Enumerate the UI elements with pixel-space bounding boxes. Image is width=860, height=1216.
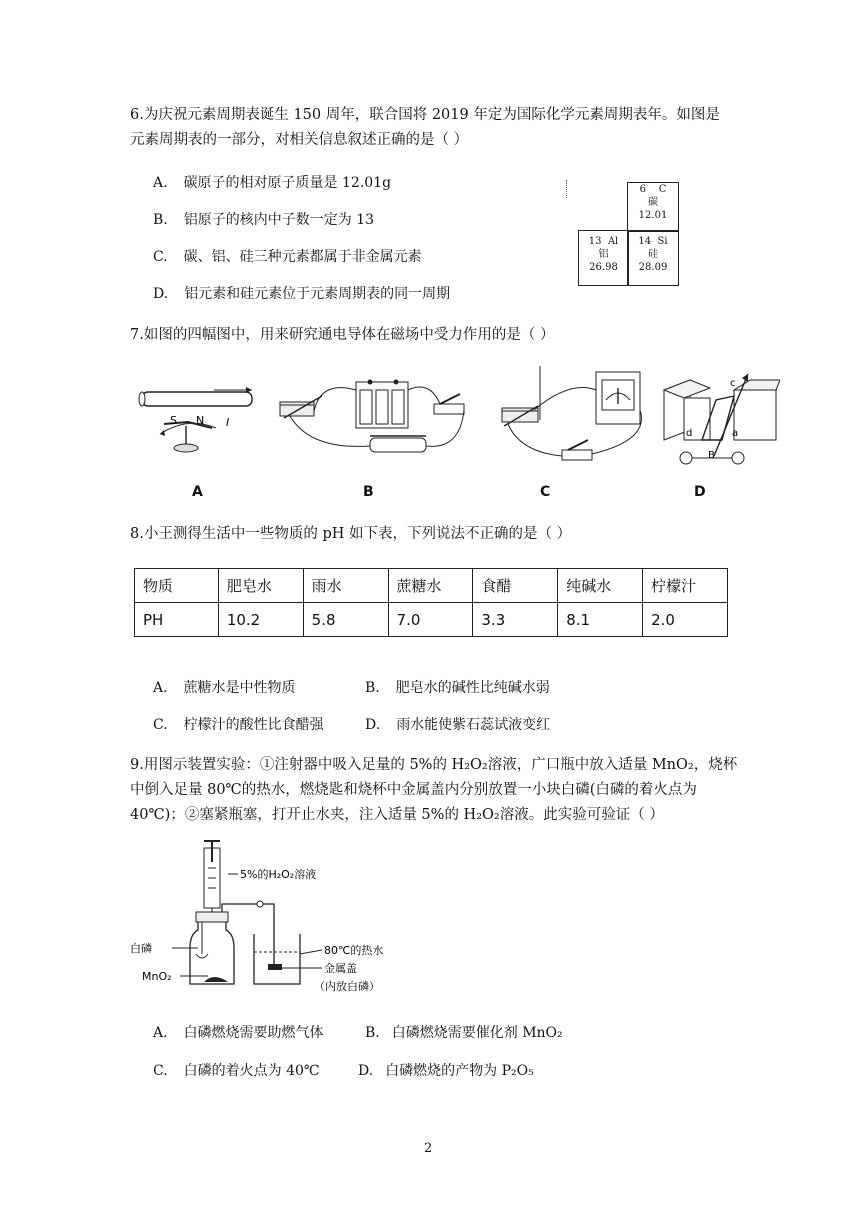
ph-header-cell: 纯碱水 bbox=[558, 569, 643, 603]
q8-option-d: D. 雨水能使紫石蕊试液变红 bbox=[365, 717, 551, 733]
magnet-right-top bbox=[734, 380, 780, 390]
wire-c1 bbox=[534, 388, 596, 411]
field-arc bbox=[160, 423, 216, 434]
wire-b1 bbox=[314, 388, 356, 412]
figure-c-galvanometer bbox=[502, 366, 641, 460]
label-a: a bbox=[732, 428, 739, 439]
q9-option-b: B. 白磷燃烧需要催化剂 MnO₂ bbox=[365, 1025, 563, 1041]
element-cell-carbon: 6 C 碳 12.01 bbox=[627, 182, 679, 232]
terminal-1 bbox=[368, 380, 373, 385]
ph-value-cell: 5.8 bbox=[303, 603, 388, 637]
switch-base-b bbox=[434, 404, 464, 414]
battery-cell-3 bbox=[392, 390, 404, 424]
rheostat bbox=[370, 438, 426, 452]
ph-header-cell: 物质 bbox=[135, 569, 219, 603]
q9-option-d: D. 白磷燃烧的产物为 P₂O₅ bbox=[358, 1063, 534, 1079]
ph-value-cell: 8.1 bbox=[558, 603, 643, 637]
magnet-right bbox=[734, 390, 776, 440]
ph-header-cell: 食醋 bbox=[473, 569, 558, 603]
q6-option-b: B. 铝原子的核内中子数一定为 13 bbox=[153, 212, 375, 228]
label-c: c bbox=[730, 378, 736, 389]
ph-table bbox=[134, 568, 728, 637]
q9-stem-line1: 9.用图示装置实验：①注射器中吸入足量的 5%的 H₂O₂溶液，广口瓶中放入适量 MnO₂，烧杯 bbox=[130, 757, 738, 773]
table-edge-mark bbox=[566, 180, 569, 198]
ph-header-cell: 肥皂水 bbox=[218, 569, 303, 603]
ph-value-cell: 2.0 bbox=[643, 603, 728, 637]
ph-value-cell: 7.0 bbox=[388, 603, 473, 637]
element-cell-aluminum: 13 Al 铝 26.98 bbox=[578, 230, 629, 286]
wire-b2 bbox=[408, 387, 440, 404]
ph-table-value-row bbox=[135, 603, 728, 637]
caption-c: C bbox=[540, 484, 551, 500]
label-current: I bbox=[226, 416, 230, 429]
ph-value-cell: PH bbox=[135, 603, 219, 637]
straight-wire bbox=[142, 392, 252, 406]
wire-c3 bbox=[508, 424, 562, 456]
q8-stem: 8.小王测得生活中一些物质的 pH 如下表，下列说法不正确的是（ ） bbox=[130, 526, 572, 542]
metal-lid bbox=[268, 964, 282, 970]
label-n: N bbox=[196, 414, 205, 427]
caption-b: B bbox=[363, 484, 374, 500]
q6-option-a: A. 碳原子的相对原子质量是 12.01g bbox=[153, 175, 392, 191]
q7-stem: 7.如图的四幅图中，用来研究通电导体在磁场中受力作用的是（ ） bbox=[130, 327, 555, 343]
wide-mouth-bottle bbox=[190, 920, 234, 984]
figure-a-oersted bbox=[139, 387, 252, 452]
label-phosphorus: 白磷 bbox=[130, 942, 152, 955]
label-metal-lid: 金属盖 bbox=[324, 962, 357, 975]
terminal-2 bbox=[394, 380, 399, 385]
beaker bbox=[254, 934, 300, 984]
q6-option-d: D. 铝元素和硅元素位于元素周期表的同一周期 bbox=[153, 286, 451, 302]
q7-figures bbox=[130, 360, 780, 480]
q9-apparatus bbox=[128, 838, 408, 1002]
element-cell-silicon: 14 Si 硅 28.09 bbox=[627, 230, 679, 286]
figure-b-circuit bbox=[280, 380, 464, 453]
clamp bbox=[257, 901, 263, 907]
figure-d-motor bbox=[664, 374, 780, 464]
compass-base bbox=[174, 444, 198, 452]
ph-header-cell: 柠檬汁 bbox=[643, 569, 728, 603]
magnet-block-c bbox=[502, 408, 538, 422]
ph-value-cell: 10.2 bbox=[218, 603, 303, 637]
battery-cell-1 bbox=[360, 390, 372, 424]
label-b: B bbox=[708, 450, 715, 461]
bottle-stopper bbox=[196, 912, 228, 922]
label-s: S bbox=[170, 414, 177, 427]
q6-stem-line1: 6.为庆祝元素周期表诞生 150 周年，联合国将 2019 年定为国际化学元素周期表年。如图是 bbox=[130, 107, 720, 123]
ph-header-cell: 雨水 bbox=[303, 569, 388, 603]
label-solution: 5%的H₂O₂溶液 bbox=[240, 868, 317, 881]
ph-value-cell: 3.3 bbox=[473, 603, 558, 637]
caption-a: A bbox=[192, 484, 203, 500]
ph-table-header-row bbox=[135, 569, 728, 603]
pointer-water bbox=[300, 950, 322, 954]
terminal-d2 bbox=[732, 452, 744, 464]
caption-d: D bbox=[694, 484, 706, 500]
q6-option-c: C. 碳、铝、硅三种元素都属于非金属元素 bbox=[153, 249, 422, 265]
q8-option-a: A. 蔗糖水是中性物质 bbox=[153, 680, 296, 696]
q9-option-a: A. 白磷燃烧需要助燃气体 bbox=[153, 1025, 324, 1041]
wire-b3 bbox=[426, 410, 464, 446]
page-number: 2 bbox=[424, 1141, 433, 1156]
switch-lever-c bbox=[568, 440, 588, 450]
wire-end bbox=[139, 392, 145, 406]
terminal-d1 bbox=[680, 452, 692, 464]
q6-stem-line2: 元素周期表的一部分，对相关信息叙述正确的是（ ） bbox=[130, 132, 469, 148]
q9-option-c: C. 白磷的着火点为 40℃ bbox=[153, 1063, 320, 1079]
battery-cell-2 bbox=[376, 390, 388, 424]
q8-option-c: C. 柠檬汁的酸性比食醋强 bbox=[153, 717, 324, 733]
ph-header-cell: 蔗糖水 bbox=[388, 569, 473, 603]
switch-lever-b bbox=[440, 394, 460, 404]
q9-stem-line2: 中倒入足量 80℃的热水，燃烧匙和烧杯中金属盖内分别放置一小块白磷(白磷的着火点为 bbox=[130, 782, 697, 798]
label-mno2: MnO₂ bbox=[142, 970, 172, 983]
label-hot-water: 80℃的热水 bbox=[324, 944, 384, 957]
q8-option-b: B. 肥皂水的碱性比纯碱水弱 bbox=[365, 680, 550, 696]
label-d: d bbox=[686, 428, 693, 439]
q9-stem-line3: 40℃)；②塞紧瓶塞，打开止水夹，注入适量 5%的 H₂O₂溶液。此实验可验证（ ） bbox=[130, 807, 664, 823]
switch-base-c bbox=[562, 450, 592, 460]
label-lid-note: （内放白磷） bbox=[314, 980, 380, 993]
